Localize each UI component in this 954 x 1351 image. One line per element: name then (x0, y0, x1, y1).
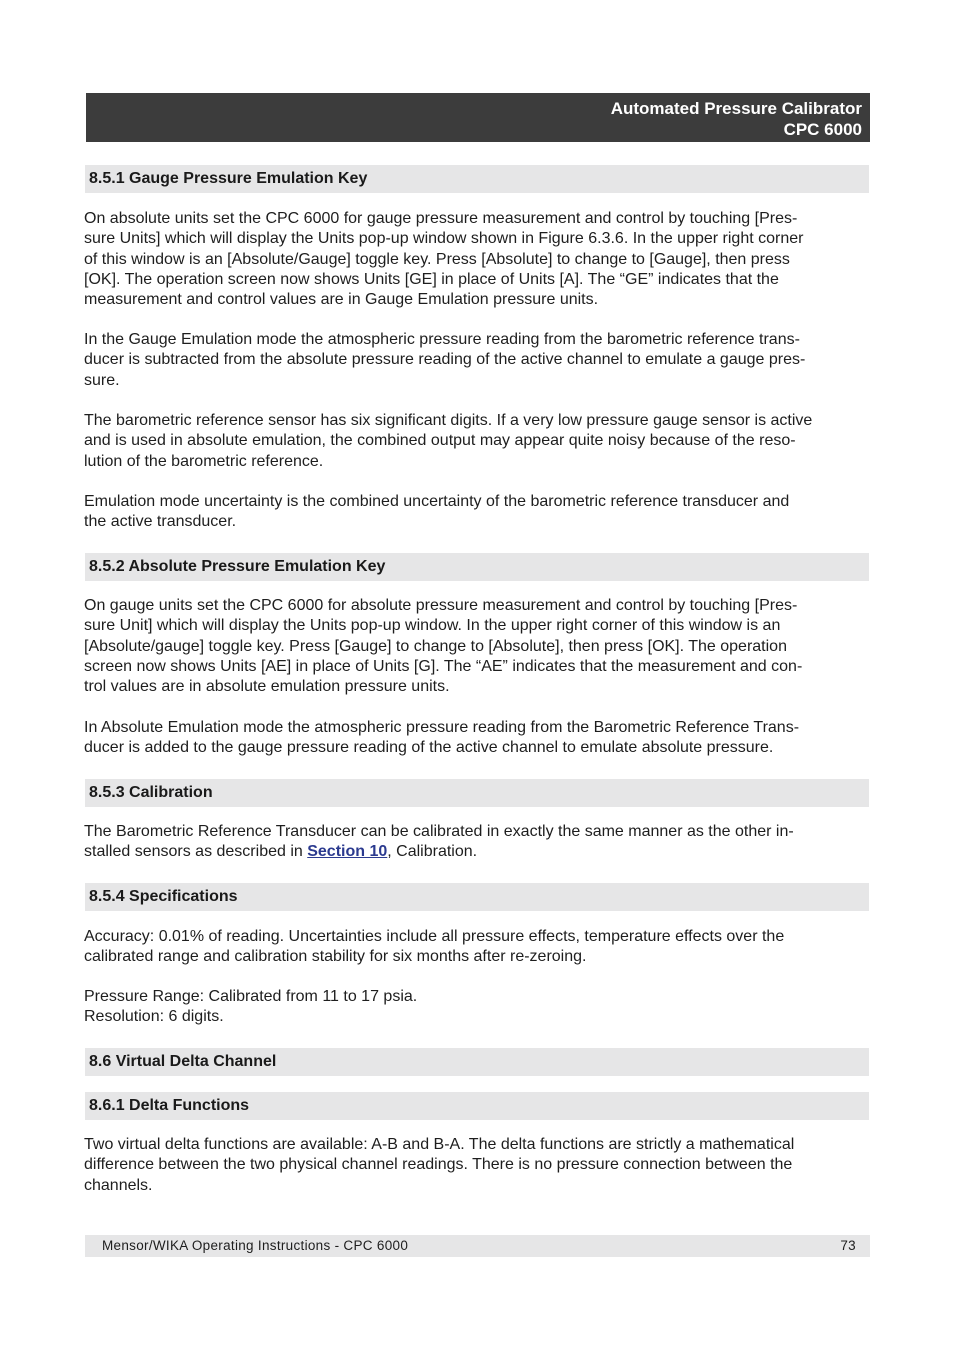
text-line: In Absolute Emulation mode the atmospheric pressure reading from the Barometric Reference Trans- (84, 719, 800, 736)
text-line: sure. (84, 371, 120, 389)
text-line: calibrated range and calibration stability for six months after re-zeroing. (84, 948, 587, 966)
paragraph-accuracy (84, 927, 870, 968)
page-number: 73 (840, 1238, 856, 1253)
header-model: CPC 6000 (783, 120, 862, 139)
paragraph-emulation-uncertainty (84, 492, 870, 533)
text-line: lution of the barometric reference. (84, 452, 324, 470)
text-line: measurement and control values are in Gauge Emulation pressure units. (84, 291, 599, 309)
section-heading-8-5-2: 8.5.2 Absolute Pressure Emulation Key (85, 553, 869, 581)
text-line: trol values are in absolute emulation pressure units. (84, 678, 450, 696)
text-line: On gauge units set the CPC 6000 for absolute pressure measurement and control by touching [Pres- (84, 597, 798, 614)
page-footer (85, 1235, 870, 1257)
text-line: sure Unit] which will display the Units pop-up window. In the upper right corner of this window is an (84, 617, 781, 635)
text-line (84, 842, 870, 862)
section-10-link[interactable]: Section 10 (307, 843, 388, 861)
text-line: Accuracy: 0.01% of reading. Uncertainties include all pressure effects, temperature effects over the (84, 928, 785, 945)
paragraph-gauge-emulation-mode (84, 330, 870, 391)
text-line: [OK]. The operation screen now shows Units [GE] in place of Units [A]. The “GE” indicates that the (84, 270, 779, 288)
text-line: of this window is an [Absolute/Gauge] toggle key. Press [Absolute] to change to [Gauge], then press (84, 250, 790, 268)
section-heading-8-5-1: 8.5.1 Gauge Pressure Emulation Key (85, 165, 869, 193)
text-line: the active transducer. (84, 513, 237, 531)
text-line: screen now shows Units [AE] in place of Units [G]. The “AE” indicates that the measurement and con- (84, 657, 803, 675)
section-heading-8-5-3: 8.5.3 Calibration (85, 779, 869, 807)
text-line: channels. (84, 1176, 153, 1194)
text-segment: stalled sensors as described in (84, 843, 308, 861)
text-line: ducer is added to the gauge pressure reading of the active channel to emulate absolute pressure. (84, 739, 774, 757)
paragraph-absolute-emulation-mode (84, 718, 870, 759)
footer-document-title: Mensor/WIKA Operating Instructions - CPC 6000 (102, 1238, 409, 1253)
section-heading-8-6: 8.6 Virtual Delta Channel (85, 1048, 869, 1076)
section-heading-8-6-1: 8.6.1 Delta Functions (85, 1092, 869, 1120)
text-line: sure Units] which will display the Units pop-up window shown in Figure 6.3.6. In the upper right corner (84, 230, 804, 248)
text-line: Emulation mode uncertainty is the combined uncertainty of the barometric reference transducer and (84, 493, 790, 510)
paragraph-delta-functions (84, 1135, 870, 1196)
text-line: The Barometric Reference Transducer can be calibrated in exactly the same manner as the other in- (84, 823, 794, 840)
text-segment: , Calibration. (387, 843, 478, 861)
text-line: difference between the two physical channel readings. There is no pressure connection between the (84, 1156, 793, 1174)
text-line: Two virtual delta functions are available: A-B and B-A. The delta functions are strictly a mathematical (84, 1136, 795, 1153)
text-line: ducer is subtracted from the absolute pressure reading of the active channel to emulate a gauge pres- (84, 351, 806, 369)
header-title: Automated Pressure Calibrator (610, 99, 862, 118)
resolution-text: Resolution: 6 digits. (84, 1008, 224, 1026)
text-line: The barometric reference sensor has six significant digits. If a very low pressure gauge sensor is active (84, 412, 813, 429)
text-line: [Absolute/gauge] toggle key. Press [Gauge] to change to [Absolute], then press [OK]. The operation (84, 637, 787, 655)
text-line: and is used in absolute emulation, the combined output may appear quite noisy because of the reso- (84, 432, 796, 450)
paragraph-gauge-emulation-intro (84, 209, 870, 310)
paragraph-absolute-emulation-intro (84, 596, 870, 697)
paragraph-calibration (84, 822, 870, 863)
text-line: On absolute units set the CPC 6000 for gauge pressure measurement and control by touching [Pres- (84, 210, 798, 227)
pressure-range-text: Pressure Range: Calibrated from 11 to 17 psia. (84, 988, 418, 1005)
paragraph-barometric-digits (84, 411, 870, 472)
document-header (86, 93, 870, 142)
paragraph-range-resolution (84, 987, 870, 1028)
text-line: In the Gauge Emulation mode the atmospheric pressure reading from the barometric reference trans- (84, 331, 800, 348)
section-heading-8-5-4: 8.5.4 Specifications (85, 883, 869, 911)
